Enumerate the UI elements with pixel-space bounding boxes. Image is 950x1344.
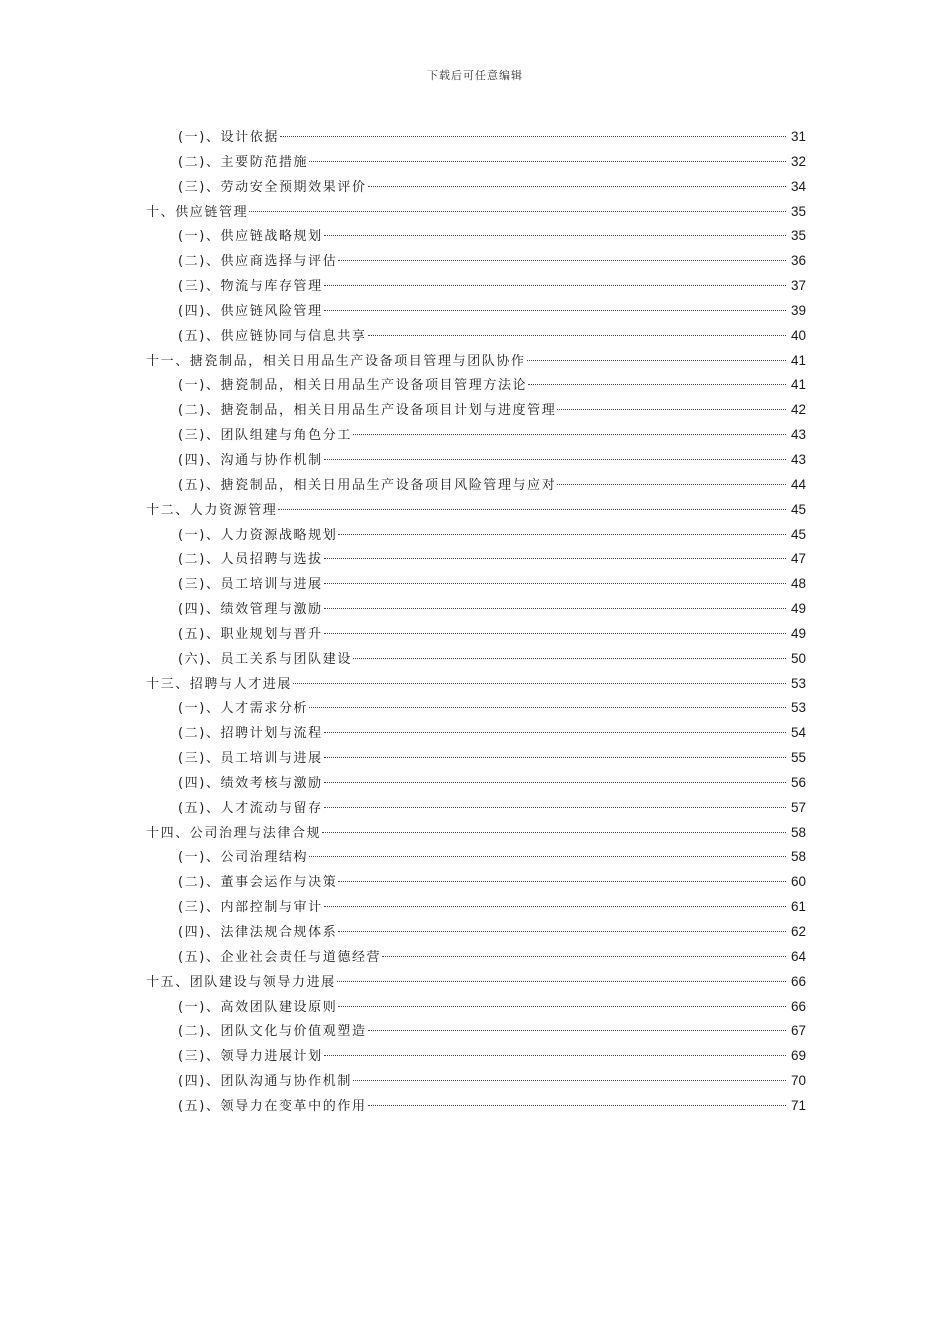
toc-entry-title: (六)、员工关系与团队建设 bbox=[178, 651, 352, 667]
toc-entry-title: (四)、绩效管理与激励 bbox=[178, 602, 323, 618]
toc-page-number: 44 bbox=[790, 476, 806, 492]
toc-page-number: 64 bbox=[790, 948, 806, 964]
toc-dot-leader bbox=[324, 633, 786, 634]
toc-page-number: 42 bbox=[790, 402, 806, 418]
toc-section-entry[interactable] bbox=[146, 845, 806, 870]
toc-page-number: 37 bbox=[790, 278, 806, 294]
toc-page-number: 41 bbox=[790, 377, 806, 393]
toc-section-entry[interactable] bbox=[146, 696, 806, 721]
toc-entry-title: (五)、职业规划与晋升 bbox=[178, 626, 323, 642]
toc-chapter-entry[interactable] bbox=[146, 672, 806, 697]
toc-section-entry[interactable] bbox=[146, 373, 806, 398]
toc-section-entry[interactable] bbox=[146, 1044, 806, 1069]
toc-dot-leader bbox=[324, 757, 786, 758]
toc-section-entry[interactable] bbox=[146, 647, 806, 672]
toc-page-number: 43 bbox=[790, 427, 806, 443]
toc-section-entry[interactable] bbox=[146, 224, 806, 249]
toc-chapter-entry[interactable] bbox=[146, 498, 806, 523]
toc-section-entry[interactable] bbox=[146, 597, 806, 622]
toc-dot-leader bbox=[322, 832, 786, 833]
toc-page-number: 50 bbox=[790, 650, 806, 666]
toc-section-entry[interactable] bbox=[146, 995, 806, 1020]
toc-entry-title: (一)、搪瓷制品，相关日用品生产设备项目管理方法论 bbox=[178, 378, 528, 394]
toc-page-number: 49 bbox=[790, 625, 806, 641]
toc-dot-leader bbox=[368, 1030, 786, 1031]
toc-section-entry[interactable] bbox=[146, 299, 806, 324]
toc-entry-title: (一)、公司治理结构 bbox=[178, 850, 309, 866]
toc-page-number: 40 bbox=[790, 327, 806, 343]
toc-section-entry[interactable] bbox=[146, 572, 806, 597]
toc-entry-title: (五)、领导力在变革中的作用 bbox=[178, 1098, 367, 1114]
toc-chapter-entry[interactable] bbox=[146, 970, 806, 995]
toc-page-number: 32 bbox=[790, 153, 806, 169]
toc-section-entry[interactable] bbox=[146, 547, 806, 572]
toc-page-number: 48 bbox=[790, 576, 806, 592]
toc-entry-title: (四)、供应链风险管理 bbox=[178, 303, 323, 319]
toc-entry-title: (三)、内部控制与审计 bbox=[178, 900, 323, 916]
toc-dot-leader bbox=[338, 260, 786, 261]
toc-section-entry[interactable] bbox=[146, 175, 806, 200]
toc-section-entry[interactable] bbox=[146, 721, 806, 746]
toc-entry-title: (一)、供应链战略规划 bbox=[178, 229, 323, 245]
toc-section-entry[interactable] bbox=[146, 125, 806, 150]
toc-chapter-entry[interactable] bbox=[146, 200, 806, 225]
toc-dot-leader bbox=[324, 310, 786, 311]
toc-dot-leader bbox=[324, 732, 786, 733]
toc-section-entry[interactable] bbox=[146, 473, 806, 498]
toc-entry-title: (一)、高效团队建设原则 bbox=[178, 999, 338, 1015]
toc-page-number: 45 bbox=[790, 526, 806, 542]
toc-dot-leader bbox=[557, 409, 786, 410]
toc-page-number: 58 bbox=[790, 824, 806, 840]
toc-section-entry[interactable] bbox=[146, 523, 806, 548]
toc-page-number: 45 bbox=[790, 501, 806, 517]
toc-page-number: 34 bbox=[790, 178, 806, 194]
toc-page-number: 31 bbox=[790, 129, 806, 144]
toc-dot-leader bbox=[353, 434, 786, 435]
toc-section-entry[interactable] bbox=[146, 423, 806, 448]
toc-page-number: 70 bbox=[790, 1073, 806, 1089]
toc-page-number: 49 bbox=[790, 601, 806, 617]
toc-page-number: 47 bbox=[790, 551, 806, 567]
toc-page-number: 41 bbox=[790, 352, 806, 368]
toc-dot-leader bbox=[338, 1006, 786, 1007]
toc-page-number: 58 bbox=[790, 849, 806, 865]
toc-dot-leader bbox=[309, 856, 786, 857]
toc-entry-title: 十四、公司治理与法律合规 bbox=[146, 825, 322, 841]
toc-dot-leader bbox=[382, 956, 786, 957]
toc-section-entry[interactable] bbox=[146, 895, 806, 920]
toc-entry-title: (五)、企业社会责任与道德经营 bbox=[178, 949, 382, 965]
toc-dot-leader bbox=[249, 211, 786, 212]
toc-entry-title: (四)、绩效考核与激励 bbox=[178, 775, 323, 791]
toc-entry-title: (四)、团队沟通与协作机制 bbox=[178, 1074, 352, 1090]
toc-section-entry[interactable] bbox=[146, 622, 806, 647]
toc-dot-leader bbox=[324, 459, 786, 460]
toc-dot-leader bbox=[324, 285, 786, 286]
toc-section-entry[interactable] bbox=[146, 1094, 806, 1119]
toc-dot-leader bbox=[324, 807, 786, 808]
toc-page-number: 56 bbox=[790, 774, 806, 790]
toc-section-entry[interactable] bbox=[146, 771, 806, 796]
toc-section-entry[interactable] bbox=[146, 920, 806, 945]
toc-page-number: 43 bbox=[790, 451, 806, 467]
toc-dot-leader bbox=[337, 981, 786, 982]
toc-section-entry[interactable] bbox=[146, 796, 806, 821]
toc-entry-title: 十一、搪瓷制品，相关日用品生产设备项目管理与团队协作 bbox=[146, 353, 526, 369]
toc-dot-leader bbox=[527, 360, 786, 361]
toc-dot-leader bbox=[368, 1105, 786, 1106]
toc-dot-leader bbox=[324, 583, 786, 584]
toc-dot-leader bbox=[324, 608, 786, 609]
toc-entry-title: (二)、人员招聘与选拔 bbox=[178, 552, 323, 568]
toc-entry-title: (四)、法律法规合规体系 bbox=[178, 925, 338, 940]
toc-dot-leader bbox=[278, 509, 786, 510]
toc-entry-title: (三)、物流与库存管理 bbox=[178, 279, 323, 295]
toc-page-number: 71 bbox=[790, 1097, 806, 1113]
toc-dot-leader bbox=[557, 484, 786, 485]
toc-dot-leader bbox=[353, 658, 786, 659]
toc-dot-leader bbox=[324, 1055, 786, 1056]
toc-page-number: 55 bbox=[790, 750, 806, 766]
table-of-contents bbox=[146, 125, 806, 1119]
toc-entry-title: (一)、人力资源战略规划 bbox=[178, 527, 338, 543]
toc-page-number: 57 bbox=[790, 799, 806, 815]
toc-entry-title: (五)、人才流动与留存 bbox=[178, 800, 323, 816]
toc-entry-title: (二)、董事会运作与决策 bbox=[178, 875, 338, 891]
toc-dot-leader bbox=[338, 931, 786, 932]
toc-dot-leader bbox=[309, 707, 786, 708]
toc-page-number: 54 bbox=[790, 725, 806, 741]
toc-page-number: 66 bbox=[790, 998, 806, 1014]
toc-entry-title: (三)、劳动安全预期效果评价 bbox=[178, 179, 367, 195]
toc-page-number: 62 bbox=[790, 924, 806, 939]
toc-entry-title: (二)、搪瓷制品，相关日用品生产设备项目计划与进度管理 bbox=[178, 403, 557, 419]
toc-section-entry[interactable] bbox=[146, 448, 806, 473]
toc-chapter-entry[interactable] bbox=[146, 821, 806, 846]
toc-entry-title: 十、供应链管理 bbox=[146, 204, 249, 220]
toc-dot-leader bbox=[309, 161, 786, 162]
toc-dot-leader bbox=[293, 683, 786, 684]
toc-page-number: 53 bbox=[790, 700, 806, 716]
toc-dot-leader bbox=[528, 384, 786, 385]
toc-dot-leader bbox=[280, 136, 786, 137]
toc-page-number: 35 bbox=[790, 203, 806, 219]
toc-dot-leader bbox=[324, 906, 786, 907]
toc-page-number: 53 bbox=[790, 675, 806, 691]
toc-dot-leader bbox=[338, 534, 786, 535]
toc-page-number: 67 bbox=[790, 1023, 806, 1039]
toc-section-entry[interactable] bbox=[146, 1069, 806, 1094]
download-note: 下载后可任意编辑 bbox=[427, 69, 523, 82]
toc-entry-title: (三)、领导力进展计划 bbox=[178, 1049, 323, 1065]
toc-entry-title: (三)、员工培训与进展 bbox=[178, 751, 323, 767]
toc-entry-title: (三)、员工培训与进展 bbox=[178, 577, 323, 593]
toc-page-number: 39 bbox=[790, 302, 806, 318]
toc-dot-leader bbox=[353, 1080, 786, 1081]
toc-entry-title: (一)、人才需求分析 bbox=[178, 701, 309, 717]
toc-dot-leader bbox=[338, 881, 786, 882]
toc-entry-title: (一)、设计依据 bbox=[178, 130, 279, 145]
toc-section-entry[interactable] bbox=[146, 274, 806, 299]
toc-page-number: 66 bbox=[790, 973, 806, 989]
toc-section-entry[interactable] bbox=[146, 746, 806, 771]
toc-dot-leader bbox=[368, 335, 786, 336]
toc-entry-title: (二)、主要防范措施 bbox=[178, 154, 309, 170]
toc-entry-title: 十二、人力资源管理 bbox=[146, 502, 278, 518]
toc-dot-leader bbox=[368, 186, 786, 187]
toc-entry-title: (二)、供应商选择与评估 bbox=[178, 254, 338, 270]
toc-section-entry[interactable] bbox=[146, 324, 806, 349]
toc-section-entry[interactable] bbox=[146, 150, 806, 175]
toc-page-number: 60 bbox=[790, 874, 806, 890]
toc-entry-title: 十三、招聘与人才进展 bbox=[146, 676, 293, 692]
toc-page-number: 69 bbox=[790, 1048, 806, 1064]
toc-entry-title: (五)、搪瓷制品，相关日用品生产设备项目风险管理与应对 bbox=[178, 477, 557, 493]
toc-dot-leader bbox=[324, 235, 786, 236]
toc-entry-title: 十五、团队建设与领导力进展 bbox=[146, 974, 336, 990]
toc-section-entry[interactable] bbox=[146, 398, 806, 423]
toc-entry-title: (二)、招聘计划与流程 bbox=[178, 726, 323, 742]
toc-page-number: 61 bbox=[790, 899, 806, 915]
toc-entry-title: (五)、供应链协同与信息共享 bbox=[178, 328, 367, 344]
toc-entry-title: (四)、沟通与协作机制 bbox=[178, 452, 323, 468]
toc-section-entry[interactable] bbox=[146, 870, 806, 895]
toc-entry-title: (二)、团队文化与价值观塑造 bbox=[178, 1024, 367, 1040]
toc-page-number: 35 bbox=[790, 228, 806, 244]
toc-section-entry[interactable] bbox=[146, 945, 806, 970]
toc-page-number: 36 bbox=[790, 253, 806, 269]
toc-section-entry[interactable] bbox=[146, 1019, 806, 1044]
toc-section-entry[interactable] bbox=[146, 249, 806, 274]
toc-dot-leader bbox=[324, 782, 786, 783]
toc-entry-title: (三)、团队组建与角色分工 bbox=[178, 428, 352, 444]
toc-dot-leader bbox=[324, 558, 786, 559]
toc-chapter-entry[interactable] bbox=[146, 349, 806, 374]
